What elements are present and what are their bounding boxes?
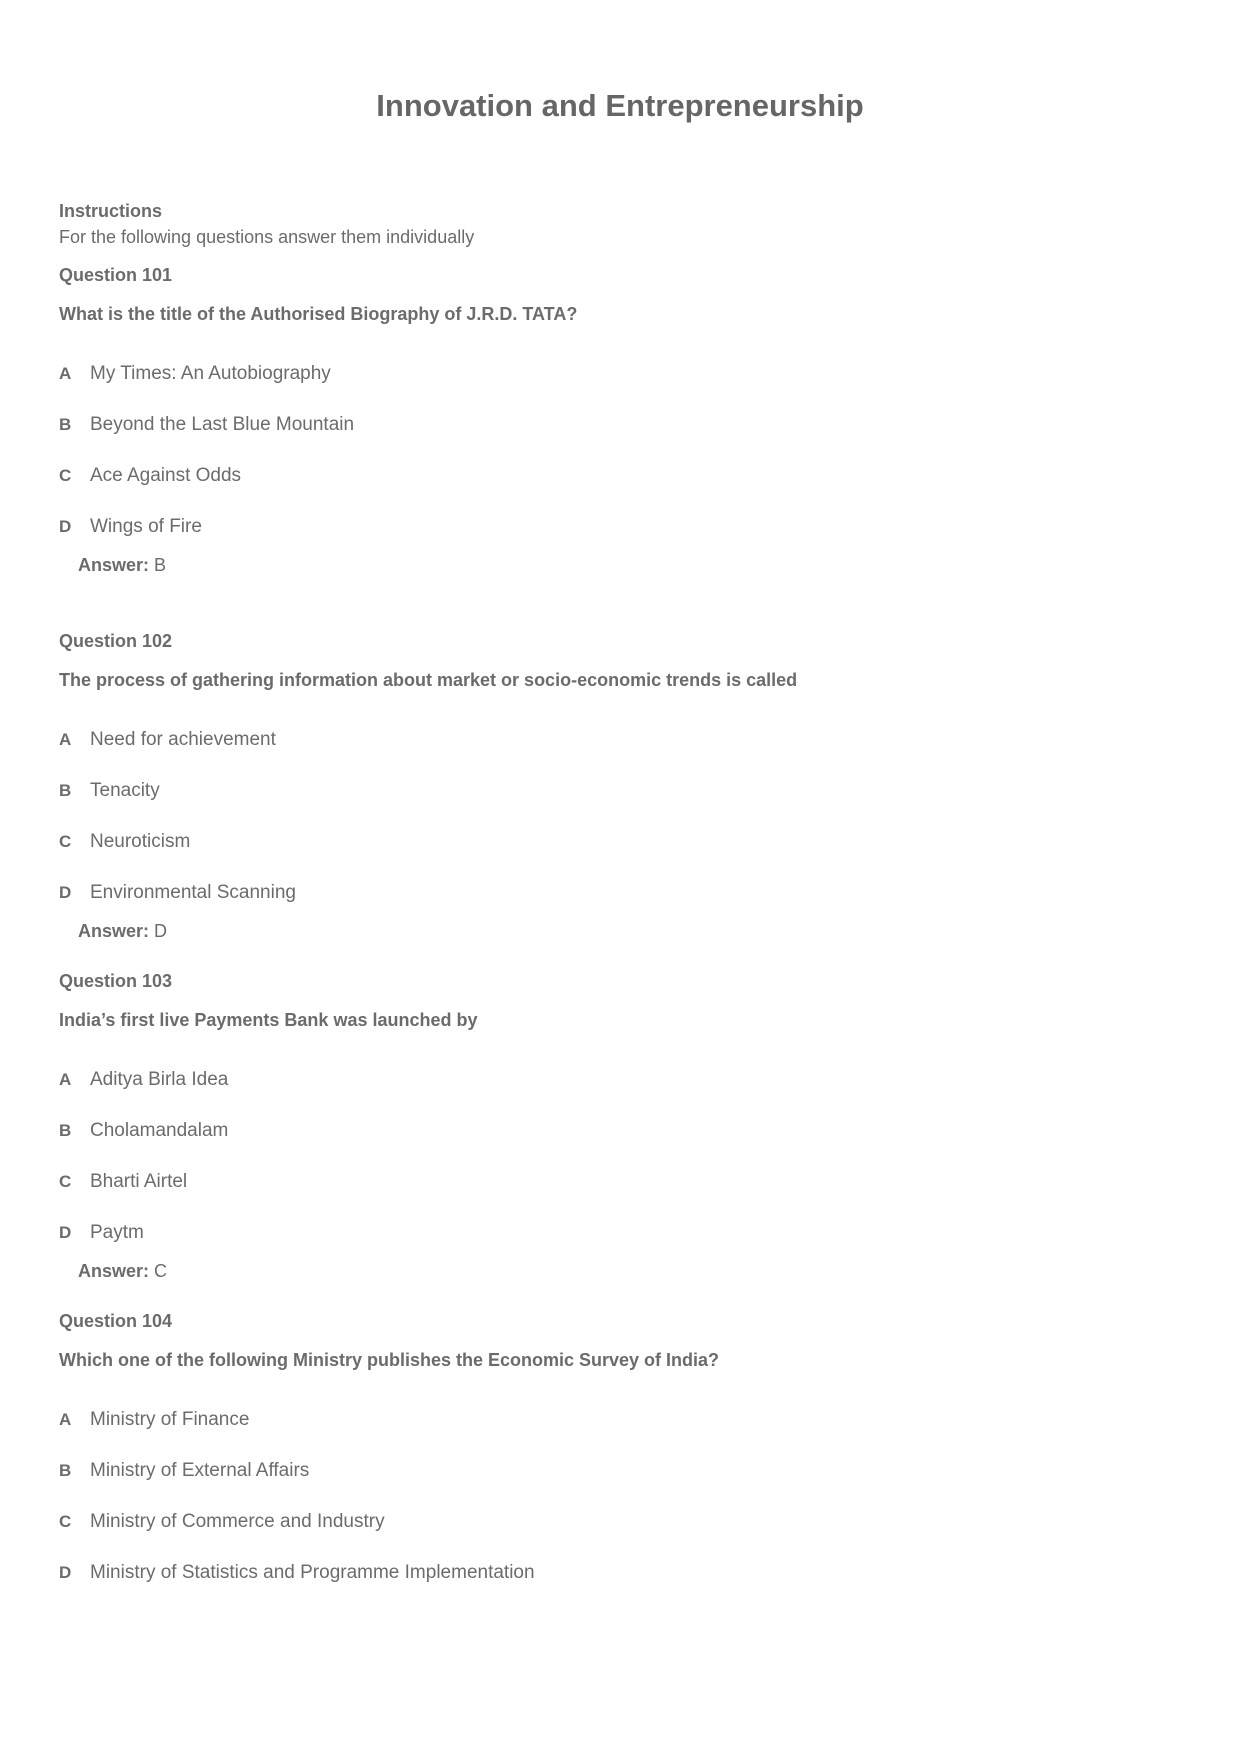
option-letter: C [59,1512,72,1531]
option-letter: C [59,832,72,851]
option-letter: A [59,364,72,383]
instructions-text: For the following questions answer them individually [59,227,475,247]
option-c [59,1509,1179,1535]
option-letter: C [59,466,72,485]
option-c [59,463,1179,489]
option-letter: A [59,730,72,749]
option-letter: D [59,883,72,902]
option-a [59,1067,1179,1093]
option-text: Tenacity [90,780,160,801]
option-text: Ministry of Finance [90,1409,250,1430]
option-d [59,1220,1179,1246]
option-text: Ministry of External Affairs [90,1460,310,1481]
question-102 [59,628,1179,944]
option-d [59,514,1179,540]
question-103 [59,968,1179,1284]
question-text: What is the title of the Authorised Biography of J.R.D. TATA? [59,304,578,324]
question-text: The process of gathering information about market or socio-economic trends is called [59,670,798,690]
answer-line [78,918,1179,944]
option-letter: B [59,1461,72,1480]
question-text: Which one of the following Ministry publishes the Economic Survey of India? [59,1350,720,1370]
option-text: Paytm [90,1222,144,1243]
option-letter: D [59,1223,72,1242]
answer-line [78,552,1179,578]
question-number: Question 103 [59,971,173,991]
option-letter: C [59,1172,72,1191]
answer-value: B [154,555,167,575]
option-letter: B [59,1121,72,1140]
option-d [59,880,1179,906]
option-a [59,727,1179,753]
option-letter: D [59,517,72,536]
option-b [59,1458,1179,1484]
document-content [59,198,1179,1611]
option-text: My Times: An Autobiography [90,363,331,384]
option-text: Cholamandalam [90,1120,229,1141]
page-title: Innovation and Entrepreneurship [376,88,864,123]
option-b [59,778,1179,804]
question-101 [59,262,1179,578]
answer-label: Answer: [78,555,150,575]
answer-label: Answer: [78,921,150,941]
option-text: Ace Against Odds [90,465,242,486]
option-text: Wings of Fire [90,516,202,537]
instructions-heading: Instructions [59,201,163,221]
option-c [59,1169,1179,1195]
option-letter: D [59,1563,72,1582]
option-text: Ministry of Statistics and Programme Implementation [90,1562,535,1583]
option-text: Beyond the Last Blue Mountain [90,414,355,435]
option-letter: B [59,781,72,800]
answer-value: C [154,1261,168,1281]
question-104 [59,1308,1179,1586]
option-letter: A [59,1070,72,1089]
option-a [59,1407,1179,1433]
option-text: Environmental Scanning [90,882,296,903]
instructions-block [59,198,1179,250]
option-text: Neuroticism [90,831,191,852]
question-number: Question 101 [59,265,173,285]
question-number: Question 104 [59,1311,173,1331]
question-number: Question 102 [59,631,173,651]
question-text: India’s first live Payments Bank was launched by [59,1010,478,1030]
answer-label: Answer: [78,1261,150,1281]
option-a [59,361,1179,387]
option-letter: B [59,415,72,434]
option-d [59,1560,1179,1586]
option-b [59,412,1179,438]
option-letter: A [59,1410,72,1429]
option-text: Aditya Birla Idea [90,1069,229,1090]
option-text: Bharti Airtel [90,1171,188,1192]
option-text: Ministry of Commerce and Industry [90,1511,385,1532]
option-c [59,829,1179,855]
answer-value: D [154,921,168,941]
option-text: Need for achievement [90,729,276,750]
answer-line [78,1258,1179,1284]
option-b [59,1118,1179,1144]
